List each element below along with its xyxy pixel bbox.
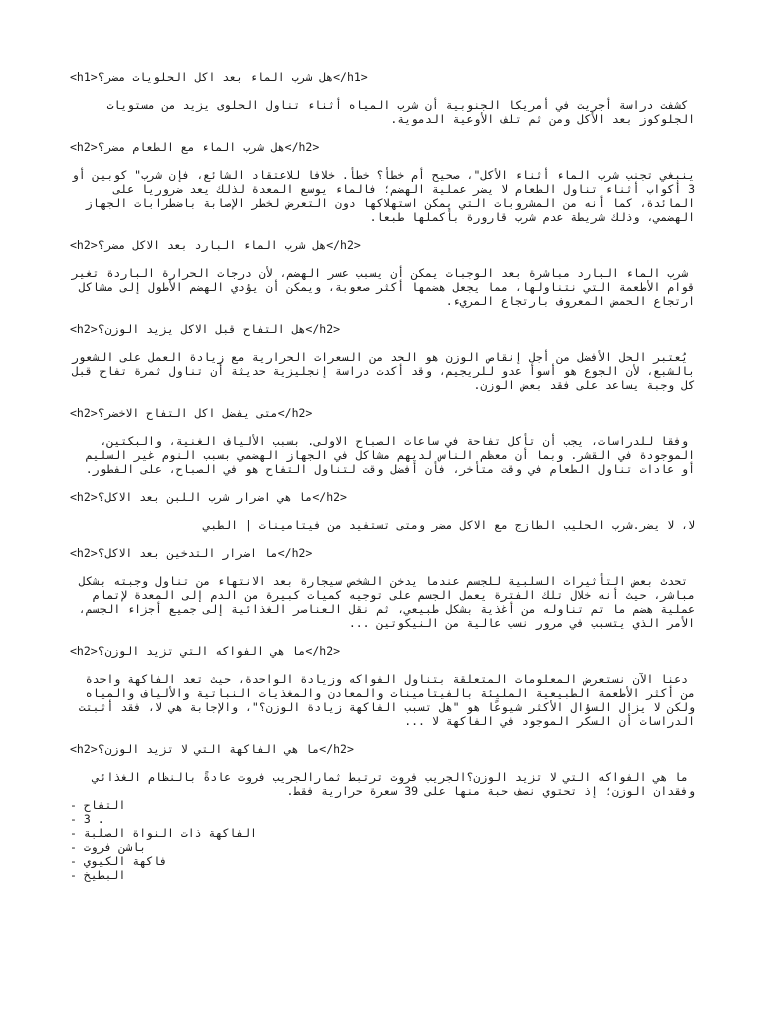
list-item-text: 3 . <box>83 812 105 826</box>
h2-tag-line-1: <h2>هل شرب الماء مع الطعام مضر؟</h2> <box>70 140 320 154</box>
paragraph-1: كشفت دراسة أجريت في أمريكا الجنوبية أن شرب المياه أثناء تناول الحلوى يزيد من مستويات الجلوكوز بعد الأكل ومن ثم تلف الأوعية الدموية. <box>99 98 695 126</box>
paragraph-7: تحدث بعض التأثيرات السلبية للجسم عندما يدخن الشخص سيجارة بعد الانتهاء من تناول وجبته بشكل مباشر، حيث أنه خلال تلك الفترة يعمل الجسم على توجيه كميات كبيرة من الدم إلى المعدة لإتمام عملية هضم ما تم تناوله من أغذية بشكل طبيعي، ثم نقل العناصر الغذائية إلى جميع أجزاء الجسم، الأمر الذي يتسبب في مرور نسب عالية من النيكوتين ... <box>71 574 695 630</box>
list-marker: - <box>70 812 84 826</box>
list-marker: - <box>70 840 84 854</box>
list-item <box>70 826 695 840</box>
list-item-text: التفاح <box>83 798 126 812</box>
paragraph-4: يُعتبر الحل الأفضل من أجل إنقاص الوزن هو الحد من السعرات الحرارية مع زيادة العمل على الشعور بالشبع، لأن الجوع هو أسوأ عدو للريجيم، وقد أكدت دراسة إنجليزية حديثة أن تناول ثمرة تفاح قبل كل وجبة يساعد على فقد بعض الوزن. <box>64 350 695 392</box>
list-item <box>70 868 695 882</box>
h1-tag-line: <h1>هل شرب الماء بعد اكل الحلويات مضر؟</h1> <box>70 70 368 84</box>
paragraph-8: دعنا الآن نستعرض المعلومات المتعلقة بتناول الفواكه وزيادة الواحدة، حيث تعد الفاكهة واحدة من أكثر الأطعمة الطبيعية المليئة بالفيتامينات والمعادن والمغذيات النباتية والألياف والمياه ولكن لا يزال السؤال الأكثر شيوعًا هو "هل تسبب الفاكهة زيادة الوزن؟"، والإجابة هي لا، فقد أثبتت الدراسات أن السكر الموجود في الفاكهة لا ... <box>71 672 695 728</box>
list-marker: - <box>70 826 84 840</box>
paragraph-5: وفقا للدراسات، يجب أن تأكل تفاحة في ساعات الصباح الاولى. بسبب الألياف الغنية، والبكتين، الموجودة في القشر. وبما أن معظم الناس لديهم مشاكل في الجهاز الهضمي بسبب النوم غير السليم أو عادات تناول الطعام في وقت متأخر، فأن أفضل وقت لتناول التفاح هو في الصباح، على الفطور. <box>78 434 695 476</box>
h2-tag-line-5: <h2>ما هي اضرار شرب اللبن بعد الاكل؟</h2> <box>70 490 347 504</box>
list-marker: - <box>70 868 84 882</box>
fruit-list <box>70 798 695 882</box>
list-item-text: الفاكهة ذات النواة الصلبة <box>83 826 257 840</box>
list-item-text: البطيخ <box>83 868 126 882</box>
h2-tag-line-6: <h2>ما اضرار التدخين بعد الاكل؟</h2> <box>70 546 313 560</box>
paragraph-9: ما هي الفواكه التي لا تزيد الوزن؟الجريب فروت ترتبط ثمارالجريب فروت عادةً بالنظام الغذائي وفقدان الوزن؛ إذ تحتوي نصف حبة منها على 39 سعرة حرارية فقط. <box>85 770 695 798</box>
h2-tag-line-2: <h2>هل شرب الماء البارد بعد الاكل مضر؟</h2> <box>70 238 361 252</box>
list-marker: - <box>70 854 84 868</box>
list-item <box>70 854 695 868</box>
paragraph-3: شرب الماء البارد مباشرة بعد الوجبات يمكن أن يسبب عسر الهضم، لأن درجات الحرارة الباردة تغير قوام الأطعمة التي نتناولها، مما يجعل هضمها أكثر صعوبة، ويمكن أن يؤدي الهضم الأطول إلى مشاكل ارتجاع الحمض المعروف بارتجاع المريء. <box>64 266 695 308</box>
h2-tag-line-3: <h2>هل التفاح قبل الاكل يزيد الوزن؟</h2> <box>70 322 341 336</box>
h2-tag-line-7: <h2>ما هي الفواكه التي تزيد الوزن؟</h2> <box>70 644 341 658</box>
h2-tag-line-8: <h2>ما هي الفاكهة التي لا تزيد الوزن؟</h2> <box>70 742 354 756</box>
paragraph-6: لا، لا يضر.شرب الحليب الطازج مع الاكل مضر ومتى تستفيد من فيتامينات | الطبي <box>203 518 695 532</box>
h2-tag-line-4: <h2>متى يفضل اكل التفاح الاخضر؟</h2> <box>70 406 313 420</box>
list-item <box>70 812 695 826</box>
list-item-text: فاكهة الكيوي <box>83 854 167 868</box>
list-item-text: باشن فروت <box>83 840 147 854</box>
list-marker: - <box>70 798 84 812</box>
paragraph-2: ينبغي تجنب شرب الماء أثناء الأكل"، صحيح أم خطأ؟ خطأ. خلافا للاعتقاد الشائع، فإن شرب" كوبين أو 3 أكواب أثناء تناول الطعام لا يضر عملية الهضم؛ فالماء يوسع المعدة لذلك يعد ضروريا على المائدة، كما أنه من المشروبات التي يمكن استهلاكها دون التعرض لخطر الإصابة باضطرابات الجهاز الهضمي، وذلك شريطة عدم شرب قارورة بأكملها طبعا. <box>64 168 695 224</box>
document-page <box>64 70 695 882</box>
list-item <box>70 840 695 854</box>
list-item <box>70 798 695 812</box>
